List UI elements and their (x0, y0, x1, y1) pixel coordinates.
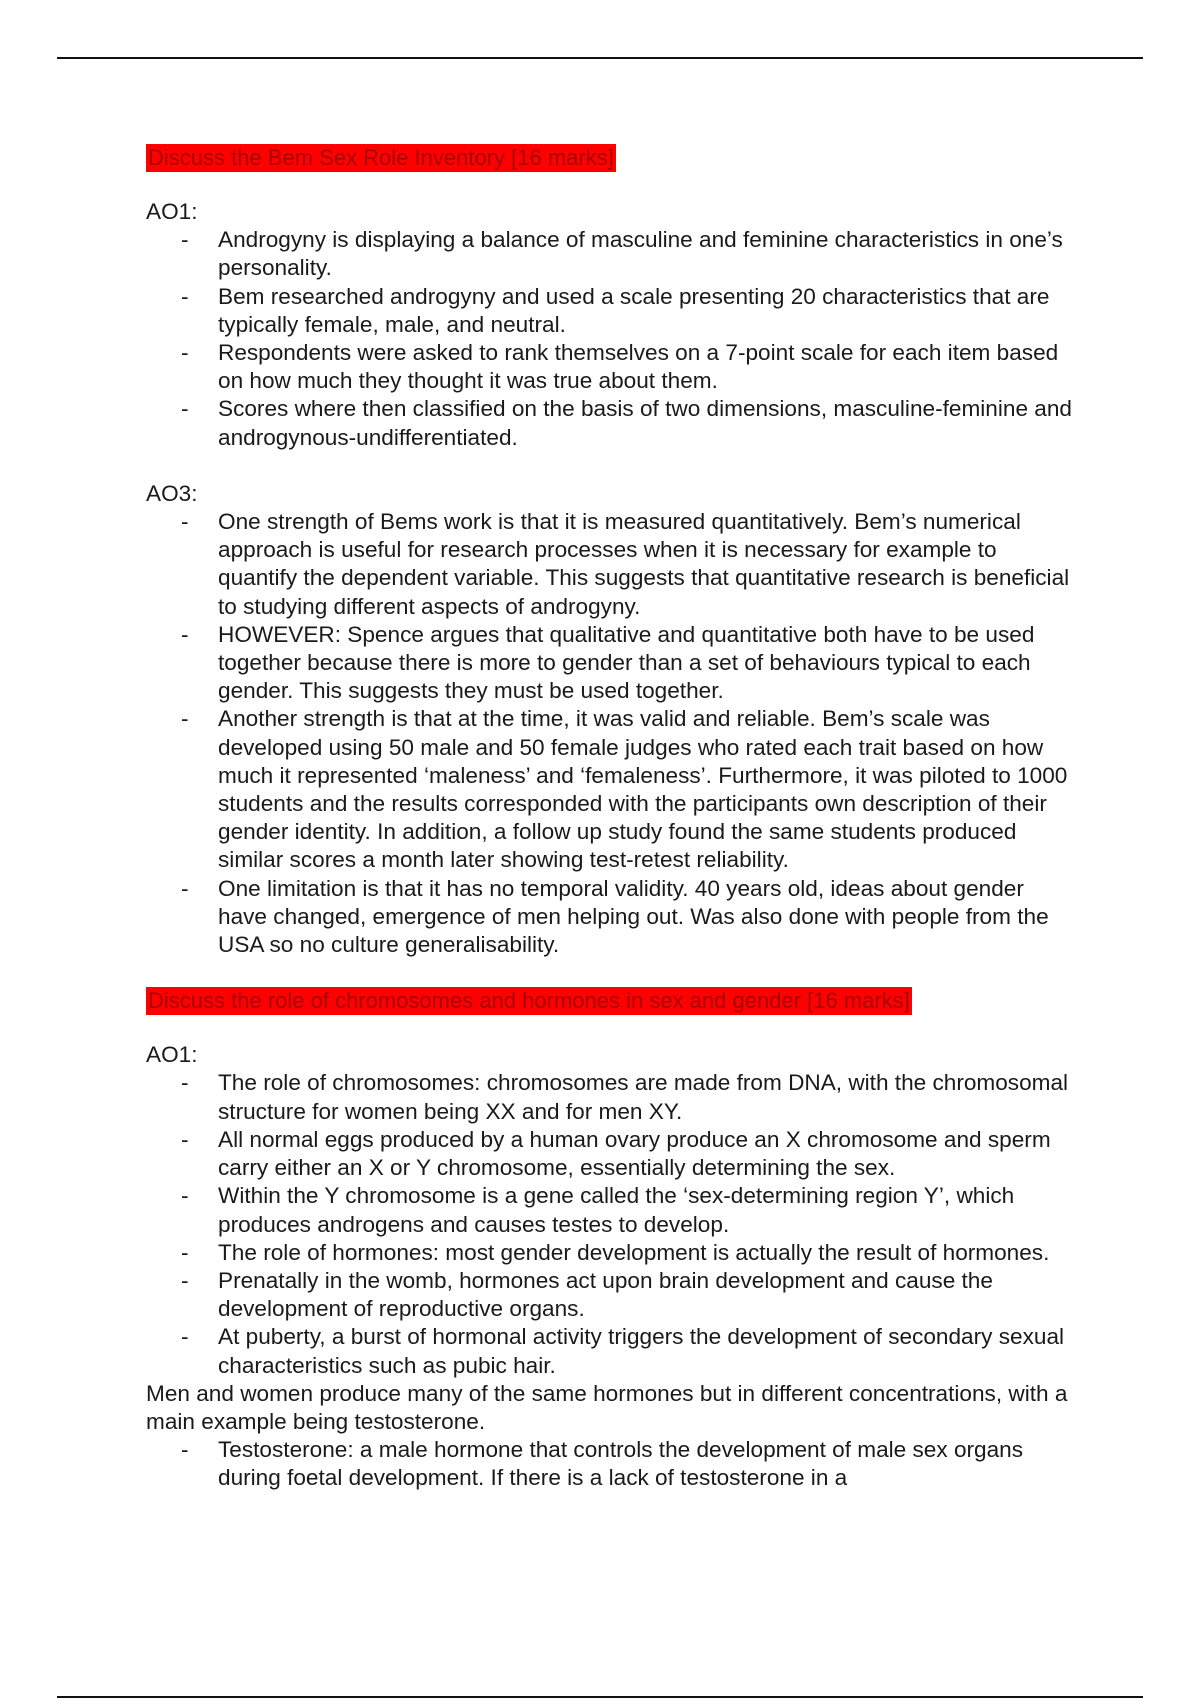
list-item: - All normal eggs produced by a human ovary produce an X chromosome and sperm carry either an X or Y chromosome, essentially determining the sex. (218, 1126, 1076, 1182)
list-item: - One strength of Bems work is that it is measured quantitatively. Bem’s numerical approach is useful for research processes when it is necessary for example to quantify the dependent variable. This suggests that quantitative research is beneficial to studying different aspects of androgyny. (218, 508, 1076, 621)
page-top-rule (57, 57, 1143, 59)
ao1-bullet-list (146, 1069, 1076, 1379)
list-item: - At puberty, a burst of hormonal activity triggers the development of secondary sexual characteristics such as pubic hair. (218, 1323, 1076, 1379)
list-item: - Prenatally in the womb, hormones act upon brain development and cause the development of reproductive organs. (218, 1267, 1076, 1323)
ao1-bullet-list (146, 226, 1076, 452)
list-item: - The role of chromosomes: chromosomes are made from DNA, with the chromosomal structure for women being XX and for men XY. (218, 1069, 1076, 1125)
question-heading-bem (146, 144, 1076, 172)
ao1-label: AO1: (146, 1042, 198, 1068)
heading-highlight: Discuss the role of chromosomes and hormones in sex and gender [16 marks] (148, 988, 910, 1014)
question-heading-chromosomes (146, 987, 1076, 1015)
page-bottom-rule (57, 1696, 1143, 1698)
list-item: - One limitation is that it has no temporal validity. 40 years old, ideas about gender have changed, emergence of men helping out. Was also done with people from the USA so no culture generalisability. (218, 875, 1076, 960)
list-item: - Androgyny is displaying a balance of masculine and feminine characteristics in one’s personality. (218, 226, 1076, 282)
list-item: - Another strength is that at the time, it was valid and reliable. Bem’s scale was developed using 50 male and 50 female judges who rated each trait based on how much it represented ‘maleness’ and ‘femaleness’. Furthermore, it was piloted to 1000 students and the results corresponded with the participants own description of their gender identity. In addition, a follow up study found the same students produced similar scores a month later showing test-retest reliability. (218, 705, 1076, 874)
list-item: - The role of hormones: most gender development is actually the result of hormones. (218, 1239, 1076, 1267)
list-item: - Within the Y chromosome is a gene called the ‘sex-determining region Y’, which produces androgens and causes testes to develop. (218, 1182, 1076, 1238)
ao1-label: AO1: (146, 199, 198, 224)
ao3-label: AO3: (146, 480, 198, 506)
body-paragraph: Men and women produce many of the same hormones but in different concentrations, with a main example being testosterone. (146, 1380, 1068, 1434)
list-item: - HOWEVER: Spence argues that qualitative and quantitative both have to be used together because there is more to gender than a set of behaviours typical to each gender. This suggests they must be used together. (218, 621, 1076, 706)
list-item: - Bem researched androgyny and used a scale presenting 20 characteristics that are typically female, male, and neutral. (218, 283, 1076, 339)
list-item: - Testosterone: a male hormone that controls the development of male sex organs during foetal development. If there is a lack of testosterone in a (218, 1436, 1076, 1492)
heading-highlight: Discuss the Bem Sex Role Inventory [16 marks] (148, 145, 614, 170)
ao1-bullet-list-continued (146, 1436, 1076, 1492)
document-body (146, 144, 1076, 1493)
list-item: - Respondents were asked to rank themselves on a 7-point scale for each item based on how much they thought it was true about them. (218, 339, 1076, 395)
ao3-bullet-list (146, 508, 1076, 959)
list-item: - Scores where then classified on the basis of two dimensions, masculine-feminine and androgynous-undifferentiated. (218, 395, 1076, 451)
